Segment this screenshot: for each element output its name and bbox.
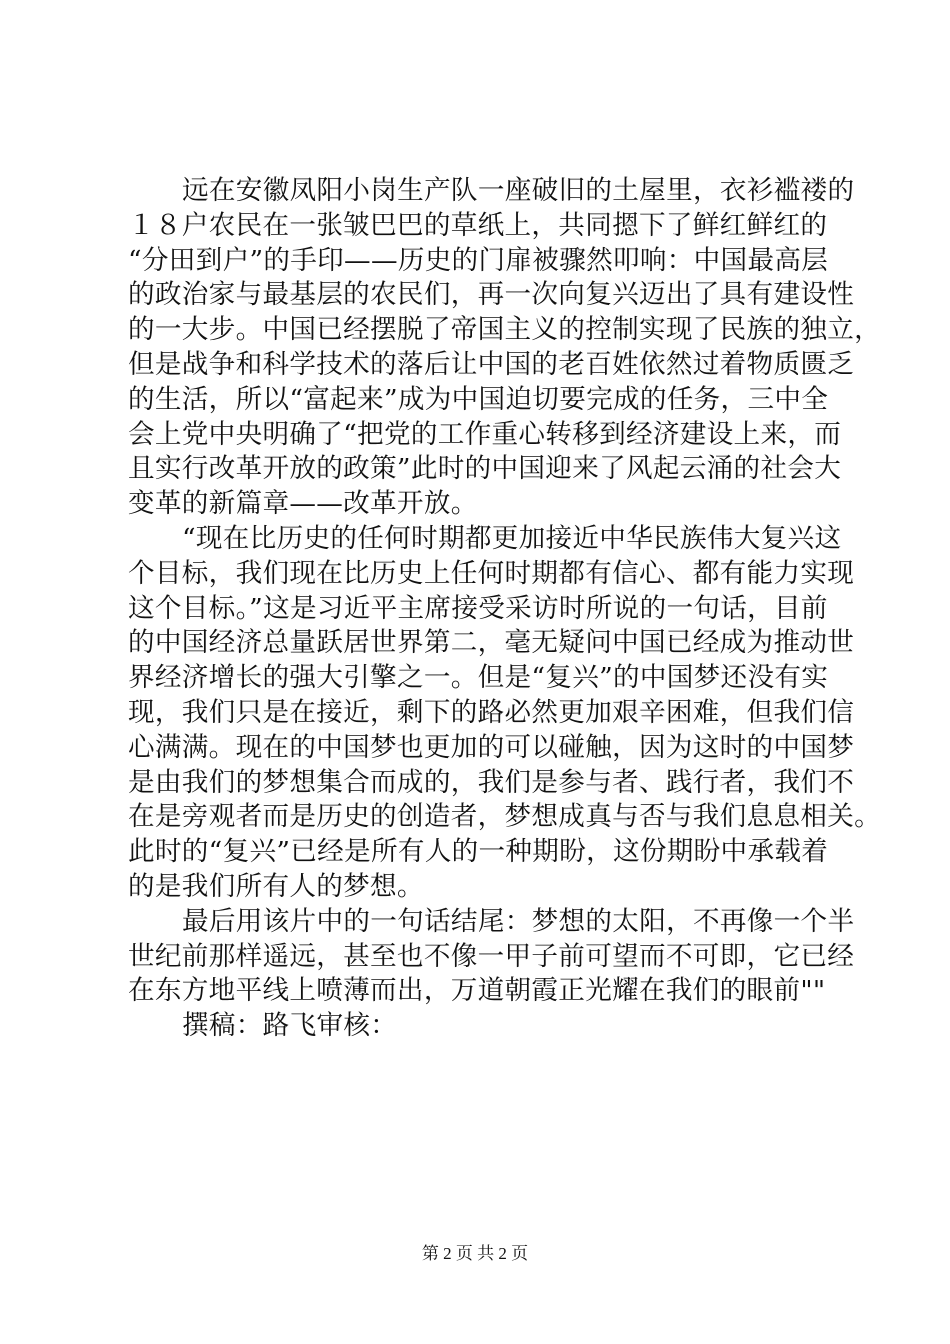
text-line: 此时的“复兴”已经是所有人的一种期盼，这份期盼中承载着 (128, 836, 829, 868)
document-body (128, 174, 882, 1044)
text-line: 在东方地平线上喷薄而出，万道朝霞正光耀在我们的眼前"" (128, 975, 826, 1007)
text-line: “分田到户”的手印——历史的门扉被骤然叩响：中国最高层 (128, 244, 829, 276)
byline-text: 撰稿：路飞审核： (182, 1010, 398, 1042)
text-line: 且实行改革开放的政策”此时的中国迎来了风起云涌的社会大 (128, 453, 842, 485)
text-line: 是由我们的梦想集合而成的，我们是参与者、践行者，我们不 (128, 766, 855, 798)
paragraph-xiaogang (128, 174, 882, 522)
text-line: 在是旁观者而是历史的创造者，梦想成真与否与我们息息相关。 (128, 801, 882, 833)
text-line: “现在比历史的任何时期都更加接近中华民族伟大复兴这 (182, 522, 842, 554)
text-line: 的是我们所有人的梦想。 (128, 870, 424, 902)
text-line: 个目标，我们现在比历史上任何时期都有信心、都有能力实现 (128, 557, 855, 589)
paragraph-byline (128, 1009, 833, 1044)
text-line: １８户农民在一张皱巴巴的草纸上，共同摁下了鲜红鲜红的 (128, 209, 828, 241)
paragraph-chinese-dream (128, 522, 882, 905)
text-line: 的政治家与最基层的农民们，再一次向复兴迈出了具有建设性 (128, 279, 855, 311)
text-line: 的中国经济总量跃居世界第二，毫无疑问中国已经成为推动世 (128, 627, 855, 659)
text-line: 现，我们只是在接近，剩下的路必然更加艰辛困难，但我们信 (128, 696, 855, 728)
paragraph-conclusion (128, 905, 855, 1009)
text-line: 最后用该片中的一句话结尾：梦想的太阳，不再像一个半 (182, 905, 855, 937)
text-line: 但是战争和科学技术的落后让中国的老百姓依然过着物质匮乏 (128, 348, 855, 380)
text-line: 的生活，所以“富起来”成为中国迫切要完成的任务，三中全 (128, 383, 829, 415)
text-line: 这个目标。”这是习近平主席接受采访时所说的一句话，目前 (128, 592, 828, 624)
page-number-footer: 第 2 页 共 2 页 (421, 1244, 529, 1263)
text-line: 世纪前那样遥远，甚至也不像一甲子前可望而不可即，它已经 (128, 940, 855, 972)
text-line: 界经济增长的强大引擎之一。但是“复兴”的中国梦还没有实 (128, 662, 829, 694)
text-line: 变革的新篇章——改革开放。 (128, 488, 478, 520)
text-line: 会上党中央明确了“把党的工作重心转移到经济建设上来，而 (128, 418, 842, 450)
text-line: 远在安徽凤阳小岗生产队一座破旧的土屋里，衣衫褴褛的 (182, 175, 855, 206)
text-line: 的一大步。中国已经摆脱了帝国主义的控制实现了民族的独立， (128, 314, 882, 346)
text-line: 心满满。现在的中国梦也更加的可以碰触，因为这时的中国梦 (128, 731, 855, 763)
